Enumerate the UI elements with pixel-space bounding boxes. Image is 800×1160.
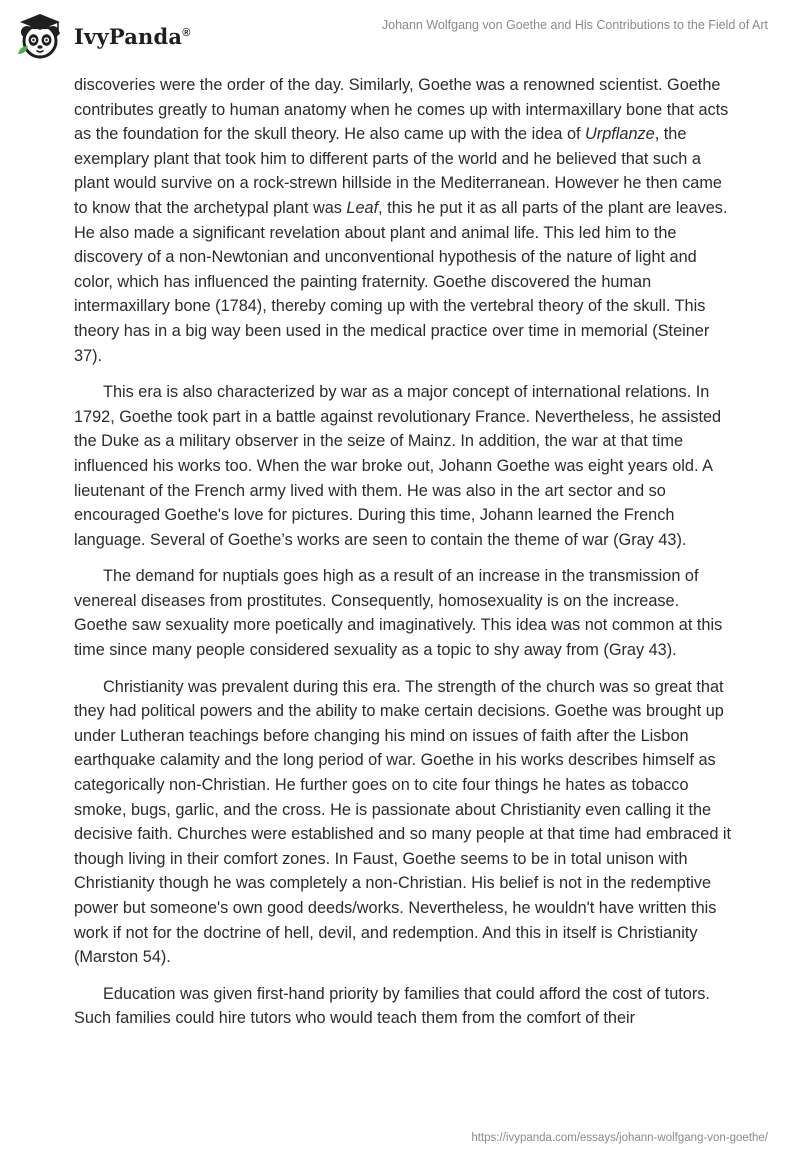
brand-name-text: IvyPanda — [74, 23, 183, 49]
page-header — [0, 0, 800, 70]
panda-graduation-cap-icon — [14, 10, 66, 62]
paragraph-text: discoveries were the order of the day. Similarly, Goethe was a renowned scientist. Goethe contributes greatly to human anatomy when he comes up with intermaxillary bone that acts as the foundation for the skull theory. He also came up with the idea of — [74, 76, 729, 144]
paragraph: Christianity was prevalent during this era. The strength of the church was so great that they had political powers and the ability to make certain decisions. Goethe was brought up under Lutheran teachings before changing his mind on issues of faith after the Lisbon earthquake calamity and the long period of war. Goethe in his works describes himself as categorically non-Christian. He further goes on to cite four things he hates as tobacco smoke, bugs, garlic, and the cross. He is passionate about Christianity even calling it the decisive faith. Churches were established and so many people at that time had embraced it though living in their comfort zones. In Faust, Goethe seems to be in total unison with Christianity though he was completely a non-Christian. His belief is not in the redemptive power but someone's own good deeds/works. Nevertheless, he wouldn't have written this work if not for the doctrine of hell, devil, and redemption. And this in itself is Christianity (Marston 54). — [74, 677, 732, 967]
paragraph: Education was given first-hand priority by families that could afford the cost of tutors. Such families could hire tutors who would teach them from the comfort of their — [74, 984, 710, 1028]
paragraph: This era is also characterized by war as a major concept of international relations. In 1792, Goethe took part in a battle against revolutionary France. Nevertheless, he assisted the Duke as a military observer in the seize of Mainz. In addition, the war at that time influenced his works too. When the war broke out, Johann Goethe was eight years old. A lieutenant of the French army lived with them. He was also in the art sector and so encouraged Goethe's love for pictures. During this time, Johann learned the French language. Several of Goethe’s works are seen to contain the theme of war (Gray 43). — [74, 383, 722, 549]
document-title: Johann Wolfgang von Goethe and His Contributions to the Field of Art — [381, 18, 768, 32]
italic-term: Leaf — [346, 198, 379, 217]
registered-mark: ® — [182, 26, 191, 39]
paragraph-text: , this he put it as all parts of the plant are leaves. He also made a significant revelation about plant and animal life. This led him to the discovery of a non-Newtonian and unconventional hypothesis of the nature of light and color, which has influenced the painting fraternity. Goethe discovered the human intermaxillary bone (1784), thereby coming up with the vertebral theory of the skull. This theory has in a big way been used in the medical practice over time in memorial (Steiner 37). — [74, 198, 728, 365]
source-url[interactable]: https://ivypanda.com/essays/johann-wolfgang-von-goethe/ — [471, 1132, 768, 1144]
brand-name — [74, 24, 191, 49]
paragraph: The demand for nuptials goes high as a result of an increase in the transmission of venereal diseases from prostitutes. Consequently, homosexuality is on the increase. Goethe saw sexuality more poetically and imaginatively. This idea was not common at this time since many people considered sexuality as a topic to shy away from (Gray 43). — [74, 567, 723, 660]
essay-body — [74, 73, 734, 1043]
italic-term: Urpflanze — [585, 125, 655, 144]
paragraph — [74, 73, 734, 368]
paragraph-text: , the exemplary plant that took him to different parts of the world and he believed that such a plant would survive on a rock-strewn hillside in the Mediterranean. However he then came to know that the archetypal plant was — [74, 125, 722, 217]
ivypanda-logo[interactable] — [14, 10, 191, 62]
